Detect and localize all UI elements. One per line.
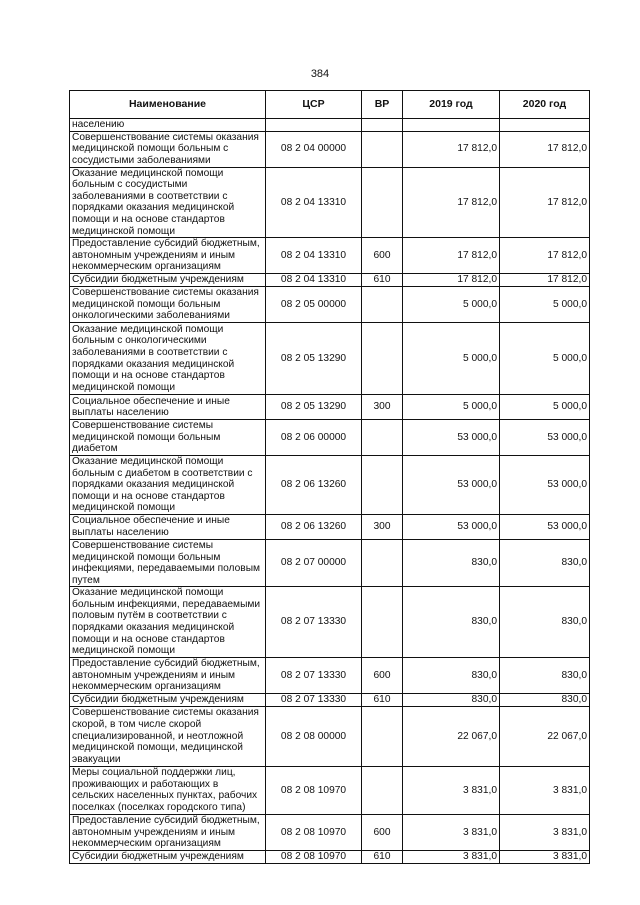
row-vr (362, 587, 403, 658)
row-csr: 08 2 06 13260 (266, 455, 362, 514)
row-2020: 3 831,0 (500, 766, 590, 814)
row-2020: 53 000,0 (500, 514, 590, 539)
row-2020: 830,0 (500, 539, 590, 586)
row-vr (362, 119, 403, 132)
row-2020: 53 000,0 (500, 455, 590, 514)
row-2020: 17 812,0 (500, 167, 590, 238)
row-csr: 08 2 04 13310 (266, 238, 362, 274)
row-csr: 08 2 08 10970 (266, 766, 362, 814)
row-name: Оказание медицинской помощи больным с онкологическими заболеваниями в соответствии с порядками оказания медицинской помощи и на основе стандартов медицинской помощи (70, 323, 266, 395)
row-vr: 600 (362, 657, 403, 693)
row-csr: 08 2 04 13310 (266, 167, 362, 238)
row-name: Оказание медицинской помощи больным инфекциями, передаваемыми половым путём в соответствии с порядками оказания медицинской помощи и на основе стандартов медицинской помощи (70, 587, 266, 658)
row-2020: 830,0 (500, 693, 590, 706)
header-vr: ВР (362, 91, 403, 119)
row-2019: 17 812,0 (403, 131, 500, 167)
table-row (70, 693, 590, 706)
row-2019: 5 000,0 (403, 395, 500, 420)
table-row (70, 238, 590, 274)
table-row (70, 587, 590, 658)
table-row (70, 274, 590, 287)
row-name: Предоставление субсидий бюджетным, автономным учреждениям и иным некоммерческим организациям (70, 814, 266, 850)
row-name: Совершенствование системы медицинской помощи больным инфекциями, передаваемыми половым путем (70, 539, 266, 586)
row-2020: 17 812,0 (500, 238, 590, 274)
row-name: Предоставление субсидий бюджетным, автономным учреждениям и иным некоммерческим организациям (70, 657, 266, 693)
row-2019: 3 831,0 (403, 814, 500, 850)
row-2019: 5 000,0 (403, 287, 500, 323)
row-2020: 53 000,0 (500, 420, 590, 456)
row-csr: 08 2 05 13290 (266, 395, 362, 420)
row-2019: 53 000,0 (403, 514, 500, 539)
row-csr: 08 2 05 00000 (266, 287, 362, 323)
row-2020: 22 067,0 (500, 706, 590, 766)
row-csr: 08 2 04 13310 (266, 274, 362, 287)
header-csr: ЦСР (266, 91, 362, 119)
row-name: Субсидии бюджетным учреждениям (70, 693, 266, 706)
row-2020: 17 812,0 (500, 131, 590, 167)
row-2019: 53 000,0 (403, 420, 500, 456)
row-name: Субсидии бюджетным учреждениям (70, 274, 266, 287)
row-2020: 3 831,0 (500, 814, 590, 850)
row-csr: 08 2 08 10970 (266, 850, 362, 863)
row-2019: 17 812,0 (403, 274, 500, 287)
row-2020: 830,0 (500, 587, 590, 658)
table-row (70, 706, 590, 766)
row-name: Совершенствование системы оказания скорой, в том числе скорой специализированной, и неотложной медицинской помощи, медицинской эвакуации (70, 706, 266, 766)
table-row (70, 766, 590, 814)
row-2019: 830,0 (403, 693, 500, 706)
row-name: Меры социальной поддержки лиц, проживающих и работающих в сельских населенных пунктах, рабочих поселках (поселках городского типа) (70, 766, 266, 814)
row-vr (362, 131, 403, 167)
table-row (70, 814, 590, 850)
row-vr (362, 766, 403, 814)
row-2019: 17 812,0 (403, 238, 500, 274)
row-vr (362, 539, 403, 586)
row-vr (362, 323, 403, 395)
row-csr (266, 119, 362, 132)
row-name: Субсидии бюджетным учреждениям (70, 850, 266, 863)
row-2019: 17 812,0 (403, 167, 500, 238)
row-name: Совершенствование системы оказания медицинской помощи больным с сосудистыми заболеваниями (70, 131, 266, 167)
row-csr: 08 2 08 00000 (266, 706, 362, 766)
row-2019: 830,0 (403, 587, 500, 658)
row-2020: 5 000,0 (500, 287, 590, 323)
row-2019 (403, 119, 500, 132)
header-2020: 2020 год (500, 91, 590, 119)
table-row (70, 323, 590, 395)
row-name: Совершенствование системы медицинской помощи больным диабетом (70, 420, 266, 456)
row-2019: 53 000,0 (403, 455, 500, 514)
row-2020 (500, 119, 590, 132)
row-name: населению (70, 119, 266, 132)
row-2019: 830,0 (403, 539, 500, 586)
row-2019: 22 067,0 (403, 706, 500, 766)
row-2019: 3 831,0 (403, 766, 500, 814)
table-row (70, 287, 590, 323)
budget-table (69, 90, 590, 864)
row-csr: 08 2 07 13330 (266, 587, 362, 658)
row-csr: 08 2 06 13260 (266, 514, 362, 539)
table-row (70, 539, 590, 586)
row-name: Оказание медицинской помощи больным с диабетом в соответствии с порядками оказания медицинской помощи и на основе стандартов медицинской помощи (70, 455, 266, 514)
row-vr (362, 287, 403, 323)
row-vr: 600 (362, 238, 403, 274)
row-2020: 17 812,0 (500, 274, 590, 287)
row-vr: 610 (362, 274, 403, 287)
table-row (70, 167, 590, 238)
row-csr: 08 2 07 13330 (266, 657, 362, 693)
row-2019: 3 831,0 (403, 850, 500, 863)
table-row (70, 657, 590, 693)
row-vr: 300 (362, 395, 403, 420)
page-number: 384 (310, 68, 330, 80)
table-row (70, 131, 590, 167)
table-body (70, 119, 590, 864)
row-vr: 610 (362, 693, 403, 706)
table-header-row (70, 91, 590, 119)
row-vr (362, 167, 403, 238)
row-vr (362, 455, 403, 514)
row-vr: 610 (362, 850, 403, 863)
row-name: Социальное обеспечение и иные выплаты населению (70, 514, 266, 539)
header-name: Наименование (70, 91, 266, 119)
table-row (70, 850, 590, 863)
table-row (70, 395, 590, 420)
row-csr: 08 2 06 00000 (266, 420, 362, 456)
row-2020: 5 000,0 (500, 395, 590, 420)
table-row (70, 119, 590, 132)
row-csr: 08 2 05 13290 (266, 323, 362, 395)
row-name: Социальное обеспечение и иные выплаты населению (70, 395, 266, 420)
row-name: Предоставление субсидий бюджетным, автономным учреждениям и иным некоммерческим организациям (70, 238, 266, 274)
row-vr (362, 420, 403, 456)
row-2020: 5 000,0 (500, 323, 590, 395)
table-row (70, 514, 590, 539)
row-2019: 830,0 (403, 657, 500, 693)
row-2019: 5 000,0 (403, 323, 500, 395)
row-name: Совершенствование системы оказания медицинской помощи больным онкологическими заболеваниями (70, 287, 266, 323)
row-csr: 08 2 07 13330 (266, 693, 362, 706)
row-csr: 08 2 08 10970 (266, 814, 362, 850)
row-vr: 300 (362, 514, 403, 539)
row-2020: 830,0 (500, 657, 590, 693)
row-csr: 08 2 04 00000 (266, 131, 362, 167)
row-csr: 08 2 07 00000 (266, 539, 362, 586)
row-2020: 3 831,0 (500, 850, 590, 863)
row-name: Оказание медицинской помощи больным с сосудистыми заболеваниями в соответствии с порядками оказания медицинской помощи и на основе стандартов медицинской помощи (70, 167, 266, 238)
header-2019: 2019 год (403, 91, 500, 119)
table-row (70, 455, 590, 514)
row-vr: 600 (362, 814, 403, 850)
table-row (70, 420, 590, 456)
row-vr (362, 706, 403, 766)
